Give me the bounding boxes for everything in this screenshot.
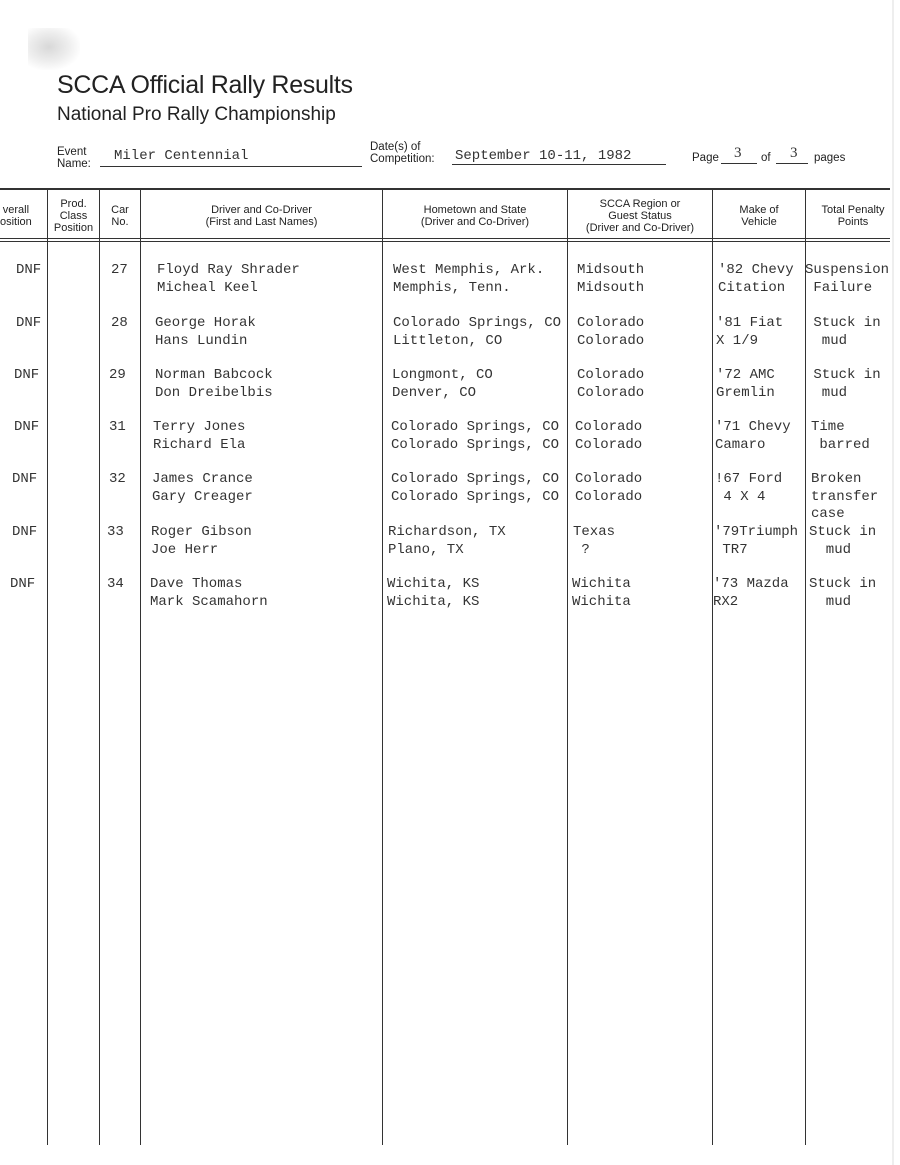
- vehicle: '82 Chevy Citation: [718, 262, 794, 296]
- total-pages: 3: [790, 145, 798, 161]
- table-top-rule: [0, 188, 890, 190]
- hometown: Richardson, TX Plano, TX: [388, 524, 506, 558]
- column-divider-3: [140, 190, 141, 1145]
- column-header-vehicle: Make of Vehicle: [739, 204, 779, 228]
- car-number: 31: [109, 419, 126, 435]
- hometown: Colorado Springs, CO Colorado Springs, CO: [391, 419, 560, 453]
- of-label: of: [761, 152, 771, 164]
- event-label-line2: Name:: [57, 158, 91, 170]
- pages-label: pages: [814, 152, 846, 164]
- date-label-line2: Competition:: [370, 153, 435, 165]
- column-divider-4: [382, 190, 383, 1145]
- column-divider-5: [567, 190, 568, 1145]
- hometown: West Memphis, Ark. Memphis, Tenn.: [393, 262, 545, 296]
- region: Colorado Colorado: [577, 367, 645, 401]
- column-header-drivers: Driver and Co-Driver (First and Last Names): [205, 204, 318, 228]
- car-number: 33: [107, 524, 124, 540]
- header-rule-2: [0, 241, 890, 242]
- column-header-overall-position: verall osition: [0, 204, 32, 228]
- car-number: 29: [109, 367, 126, 383]
- vehicle: '73 Mazda RX2: [713, 576, 789, 610]
- region: Colorado Colorado: [577, 315, 645, 349]
- page-number-underline: [721, 163, 757, 164]
- penalty: Stuck in mud: [813, 315, 881, 349]
- region: Colorado Colorado: [575, 471, 643, 505]
- total-pages-underline: [776, 163, 808, 164]
- column-header-penalty: Total Penalty Points: [821, 204, 885, 228]
- drivers: George Horak Hans Lundin: [155, 315, 256, 349]
- overall-position: DNF: [12, 471, 38, 487]
- page-label: Page: [692, 152, 719, 164]
- vehicle: '79Triumph TR7: [714, 524, 799, 558]
- car-number: 34: [107, 576, 124, 592]
- region: Wichita Wichita: [572, 576, 631, 610]
- drivers: Terry Jones Richard Ela: [153, 419, 246, 453]
- vehicle: '81 Fiat X 1/9: [716, 315, 784, 349]
- column-header-car-no: Car No.: [111, 204, 129, 228]
- hometown: Longmont, CO Denver, CO: [392, 367, 493, 401]
- hometown: Colorado Springs, CO Colorado Springs, CO: [391, 471, 560, 505]
- date-value: September 10-11, 1982: [455, 148, 632, 164]
- overall-position: DNF: [16, 262, 42, 278]
- date-label-line1: Date(s) of: [370, 141, 421, 153]
- car-number: 32: [109, 471, 126, 487]
- column-divider-2: [99, 190, 100, 1145]
- scan-smudge: [28, 28, 80, 70]
- column-header-region: SCCA Region or Guest Status (Driver and Co-Driver): [585, 198, 695, 234]
- page-subtitle: National Pro Rally Championship: [57, 104, 336, 125]
- scan-edge: [892, 0, 894, 1165]
- overall-position: DNF: [16, 315, 42, 331]
- hometown: Colorado Springs, CO Littleton, CO: [393, 315, 562, 349]
- page-number: 3: [734, 145, 742, 161]
- penalty: Stuck in mud: [809, 524, 877, 558]
- column-header-hometown: Hometown and State (Driver and Co-Driver): [420, 204, 530, 228]
- hometown: Wichita, KS Wichita, KS: [387, 576, 480, 610]
- date-underline: [452, 164, 666, 165]
- penalty: Time barred: [811, 419, 870, 453]
- penalty: Stuck in mud: [809, 576, 877, 610]
- column-divider-1: [47, 190, 48, 1145]
- region: Texas ?: [573, 524, 616, 558]
- region: Colorado Colorado: [575, 419, 643, 453]
- vehicle: !67 Ford 4 X 4: [715, 471, 783, 505]
- penalty: Stuck in mud: [813, 367, 881, 401]
- drivers: Roger Gibson Joe Herr: [151, 524, 252, 558]
- penalty: Suspension Failure: [805, 262, 890, 296]
- column-header-class-position: Prod. Class Position: [53, 198, 94, 234]
- overall-position: DNF: [14, 367, 40, 383]
- car-number: 28: [111, 315, 128, 331]
- vehicle: '71 Chevy Camaro: [715, 419, 791, 453]
- drivers: Floyd Ray Shrader Micheal Keel: [157, 262, 300, 296]
- drivers: Norman Babcock Don Dreibelbis: [155, 367, 273, 401]
- overall-position: DNF: [14, 419, 40, 435]
- event-name-underline: [100, 166, 362, 167]
- overall-position: DNF: [10, 576, 36, 592]
- page-title: SCCA Official Rally Results: [57, 71, 353, 99]
- penalty: Broken transfer case: [811, 471, 879, 522]
- vehicle: '72 AMC Gremlin: [716, 367, 775, 401]
- car-number: 27: [111, 262, 128, 278]
- region: Midsouth Midsouth: [577, 262, 645, 296]
- column-divider-6: [712, 190, 713, 1145]
- overall-position: DNF: [12, 524, 38, 540]
- drivers: James Crance Gary Creager: [152, 471, 253, 505]
- event-name-value: Miler Centennial: [114, 148, 249, 164]
- drivers: Dave Thomas Mark Scamahorn: [150, 576, 268, 610]
- event-label-line1: Event: [57, 146, 87, 158]
